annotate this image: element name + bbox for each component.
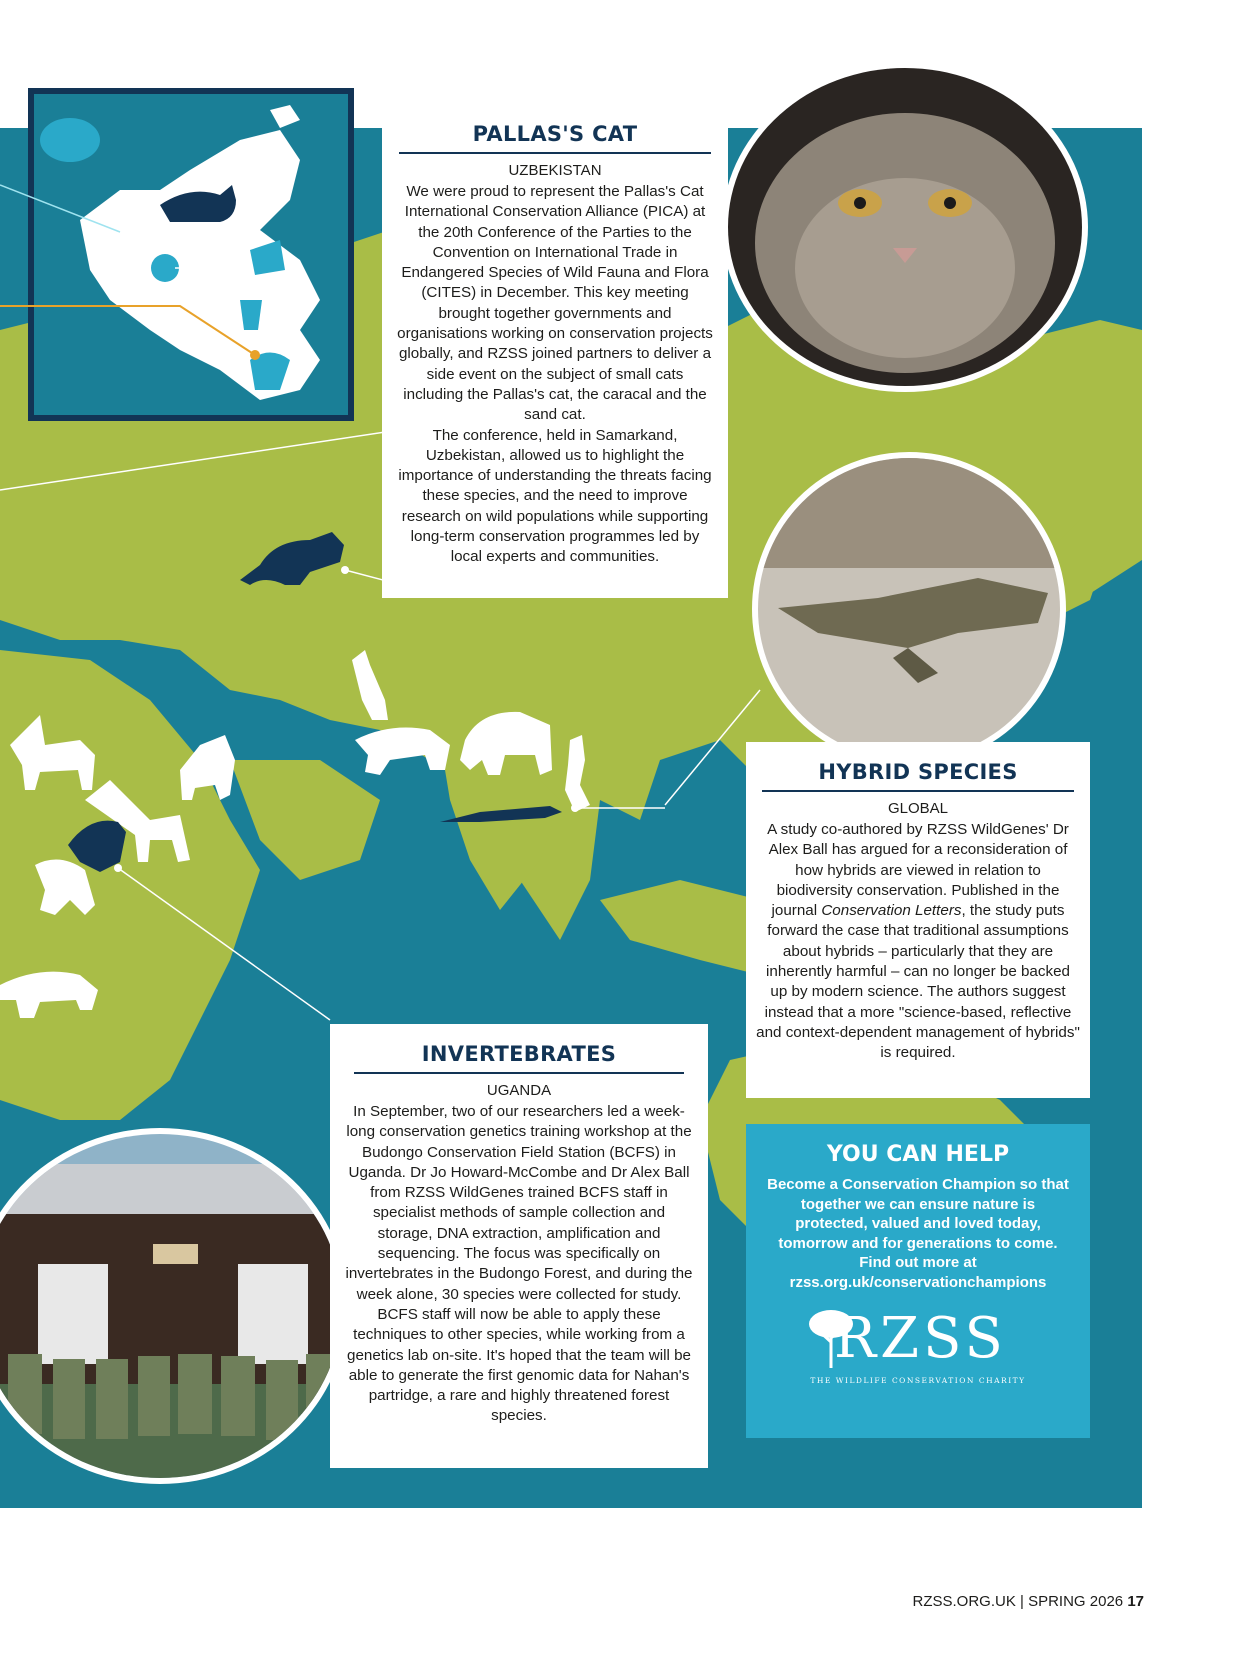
hybrid-species-divider bbox=[762, 790, 1074, 792]
hybrid-body-post: , the study puts forward the case that traditional assumptions about hybrids – particularly that they are inherently harmful – can no longer be backed up by modern science. The authors suggest instead that a more "science-based, reflective and context-dependent management of hybrids" is required. bbox=[756, 902, 1080, 1062]
you-can-help-body bbox=[764, 1175, 1072, 1292]
invertebrates-card bbox=[330, 1024, 708, 1468]
rzss-tagline: THE WILDLIFE CONSERVATION CHARITY bbox=[810, 1376, 1026, 1385]
pallas-cat-divider bbox=[399, 152, 711, 154]
hybrid-species-location: GLOBAL bbox=[887, 800, 949, 817]
page-footer bbox=[912, 1593, 1144, 1610]
invertebrates-location: UGANDA bbox=[486, 1082, 552, 1099]
crocodile-photo bbox=[752, 452, 1066, 766]
pallas-cat-body: We were proud to represent the Pallas's Cat International Conservation Alliance (PICA) at the 20th Conference of the Parties to the Convention on International Trade in Endangered Species of Wild Fauna and Flora (CITES) in December. This key meeting brought together governments and organisations working on conservation projects globally, and RZSS joined partners to deliver a side event on the subject of small cats including the Pallas's cat, the caracal and the sand cat. bbox=[397, 183, 713, 424]
invertebrates-body-2: BCFS staff will now be able to apply these techniques to other species, while working from a genetics lab on-site. It's hoped that the team will be able to generate the first genomic data for Nahan's partridge, a rare and highly threatened forest species. bbox=[347, 1305, 691, 1425]
hybrid-body-pre: A study co-authored by RZSS WildGenes' Dr Alex Ball has argued for a reconsideration of how hybrids are viewed in relation to biodiversity conservation. Published in the journal bbox=[767, 821, 1069, 920]
page-number: 17 bbox=[1127, 1593, 1144, 1610]
footer-separator: | bbox=[1020, 1593, 1029, 1610]
partridge-location-dot bbox=[114, 864, 122, 872]
footer-site: RZSS.ORG.UK bbox=[912, 1593, 1016, 1610]
invertebrates-divider bbox=[354, 1072, 684, 1074]
pallas-cat-photo-art bbox=[728, 68, 1082, 386]
find-out-more-text: Find out more at bbox=[859, 1254, 977, 1271]
rzss-logo-text: RZSS bbox=[834, 1306, 1007, 1371]
hybrid-species-body bbox=[756, 820, 1080, 1064]
pallas-cat-location: UZBEKISTAN bbox=[508, 162, 602, 179]
you-can-help-title: YOU CAN HELP bbox=[826, 1142, 1010, 1167]
hybrid-species-card bbox=[746, 742, 1090, 1098]
orange-link-dot bbox=[250, 350, 260, 360]
footer-issue: SPRING 2026 bbox=[1028, 1593, 1124, 1610]
pallas-cat-photo bbox=[722, 62, 1088, 392]
you-can-help-box bbox=[746, 1124, 1090, 1438]
budongo-team-photo-art bbox=[0, 1134, 342, 1478]
pallas-cat-location-dot bbox=[341, 566, 349, 574]
shetland-islands bbox=[40, 118, 100, 162]
capercaillie-silhouette bbox=[151, 254, 179, 282]
pallas-cat-title: PALLAS'S CAT bbox=[472, 122, 638, 146]
pallas-cat-card bbox=[382, 100, 728, 598]
you-can-help-text: Become a Conservation Champion so that together we can ensure nature is protected, valued and loved today, tomorrow and for generations to come. bbox=[767, 1176, 1069, 1252]
ant-location-dot bbox=[571, 804, 579, 812]
pallas-cat-body-2: The conference, held in Samarkand, Uzbekistan, allowed us to highlight the importance of understanding the threats facing these species, and the need to improve research on wild populations while supporting long-term conservation programmes led by local experts and communities. bbox=[398, 426, 712, 566]
crocodile-photo-art bbox=[758, 458, 1060, 760]
invertebrates-body: In September, two of our researchers led a week-long conservation genetics training workshop at the Budongo Conservation Field Station (BCFS) in Uganda. Dr Jo Howard-McCombe and Dr Alex Ball from RZSS WildGenes trained BCFS staff in specialist methods of sample collection and storage, DNA extraction, amplification and sequencing. The focus was specifically on invertebrates in the Budongo Forest, and during the week alone, 30 species were collected for study. bbox=[345, 1103, 693, 1303]
journal-name: Conservation Letters bbox=[821, 902, 962, 920]
conservation-champions-link[interactable]: rzss.org.uk/conservationchampions bbox=[789, 1273, 1047, 1291]
hybrid-species-title: HYBRID SPECIES bbox=[818, 760, 1018, 784]
rzss-logo bbox=[764, 1306, 1072, 1386]
invertebrates-title: INVERTEBRATES bbox=[421, 1042, 617, 1066]
